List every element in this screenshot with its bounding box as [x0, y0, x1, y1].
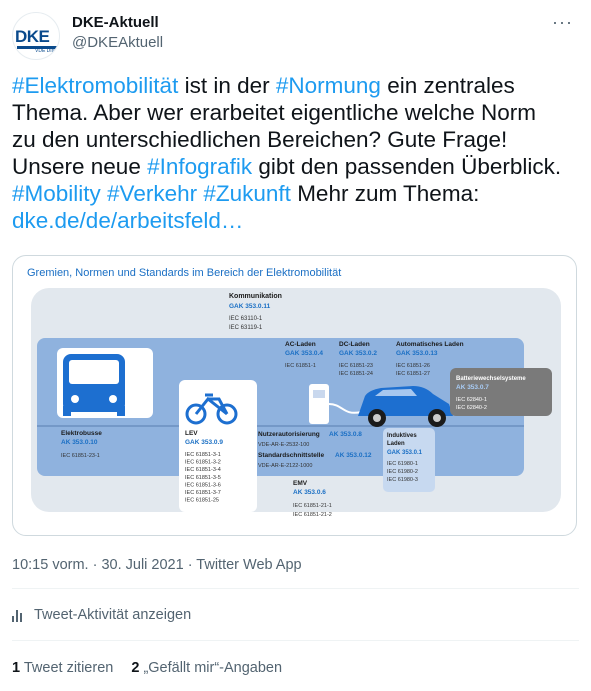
infographic-title: Gremien, Normen und Standards im Bereich der Elektromobilität	[27, 267, 342, 279]
lev-standards-list	[185, 452, 221, 504]
tweet-text-segment: ein zentrales	[380, 73, 515, 98]
batterie-gak: AK 353.0.7	[456, 384, 489, 391]
standard-item: IEC 61851-3-2	[185, 459, 221, 466]
bar-chart-icon	[12, 608, 26, 622]
tweet-text	[12, 72, 582, 234]
induktiv-standards-list	[387, 461, 418, 483]
tweet-text-segment: gibt den passenden Überblick.	[252, 154, 562, 179]
standard-item: IEC 61851-25	[185, 497, 219, 504]
tweet-text-line: Thema. Aber wer erarbeitet eigentliche welche Norm	[12, 100, 536, 125]
bus-title: Elektrobusse	[61, 430, 102, 437]
dc-gak: GAK 353.0.2	[339, 350, 377, 357]
likes-stat[interactable]	[131, 660, 282, 676]
schnitt-std1: VDE-AR-E-2122-1000	[258, 463, 313, 469]
tweet-media-infographic[interactable]	[12, 255, 577, 536]
nutzer-std1: VDE-AR-E-2532-100	[258, 442, 310, 448]
bus-icon	[63, 354, 125, 416]
standard-item: IEC 61851-3-4	[185, 467, 221, 474]
tweet-text-segment: Mehr zum Thema:	[290, 181, 480, 206]
divider	[12, 640, 579, 641]
auto-title: Automatisches Laden	[396, 341, 464, 348]
standard-item: IEC 61851-3-5	[185, 474, 221, 481]
nutzer-gak: AK 353.0.8	[329, 431, 362, 438]
tweet-header	[12, 10, 579, 58]
hashtag-elektromobilitaet[interactable]: #Elektromobilität	[12, 73, 179, 98]
kommunikation-title: Kommunikation	[229, 293, 282, 300]
induktiv-gak: GAK 353.0.1	[387, 450, 423, 456]
tweet-timestamp[interactable]: 10:15 vorm. · 30. Juli 2021 · Twitter Web App	[12, 557, 302, 573]
hashtag-zukunft[interactable]: #Zukunft	[203, 181, 291, 206]
kommunikation-gak: GAK 353.0.11	[229, 303, 271, 310]
tweet-text-segment: Unsere neue	[12, 154, 148, 179]
likes-label: „Gefällt mir“-Angaben	[143, 660, 283, 676]
bus-std1: IEC 61851-23-1	[61, 453, 100, 459]
tweet-stats	[12, 660, 282, 676]
tweet-url-link[interactable]: dke.de/de/arbeitsfeld…	[12, 208, 244, 233]
hashtag-verkehr[interactable]: #Verkehr	[107, 181, 198, 206]
tweet-text-segment: ist in der	[178, 73, 276, 98]
batterie-std2: IEC 62840-2	[456, 405, 487, 411]
more-dots-icon[interactable]: ···	[552, 12, 573, 32]
avatar-logo-subtext: VDE DIN	[35, 48, 56, 54]
ac-gak: GAK 353.0.4	[285, 350, 323, 357]
hashtag-mobility[interactable]: #Mobility	[12, 181, 101, 206]
emv-gak: AK 353.0.6	[293, 489, 326, 496]
batterie-title: Batteriewechselsysteme	[456, 376, 526, 382]
dc-std1: IEC 61851-23	[339, 363, 373, 369]
auto-std1: IEC 61851-26	[396, 363, 430, 369]
quote-tweets-label: Tweet zitieren	[23, 660, 114, 676]
dc-std2: IEC 61851-24	[339, 371, 373, 377]
dc-title: DC-Laden	[339, 341, 370, 348]
auto-gak: GAK 353.0.13	[396, 350, 438, 357]
ac-title: AC-Laden	[285, 341, 316, 348]
auto-std2: IEC 61851-27	[396, 371, 430, 377]
tweet-activity-label: Tweet-Aktivität anzeigen	[34, 607, 192, 623]
induktiv-title1: Induktives	[387, 433, 417, 439]
account-handle[interactable]: @DKEAktuell	[72, 34, 164, 51]
standard-item: IEC 61980-3	[387, 477, 418, 483]
hashtag-normung[interactable]: #Normung	[275, 73, 381, 98]
standard-item: IEC 61980-1	[387, 461, 418, 467]
tweet-activity-link[interactable]	[12, 607, 191, 623]
batterie-std1: IEC 62840-1	[456, 397, 487, 403]
lev-gak: GAK 353.0.9	[185, 439, 223, 446]
quote-tweets-stat[interactable]	[12, 660, 113, 676]
emv-std1: IEC 61851-21-1	[293, 503, 332, 509]
standard-item: IEC 61851-3-7	[185, 490, 221, 496]
quote-tweets-count: 1	[12, 660, 21, 676]
lev-title: LEV	[185, 430, 198, 437]
ac-std1: IEC 61851-1	[285, 363, 316, 369]
induktiv-title2: Laden	[387, 441, 405, 447]
nutzer-title: Nutzerautorisierung	[258, 431, 320, 438]
emv-title: EMV	[293, 480, 308, 487]
kommunikation-std2: IEC 63119-1	[229, 325, 263, 331]
schnitt-title: Standardschnittstelle	[258, 452, 325, 459]
account-name[interactable]: DKE-Aktuell	[72, 14, 159, 31]
bus-gak: AK 353.0.10	[61, 439, 98, 446]
schnitt-gak: AK 353.0.12	[335, 452, 372, 459]
avatar-logo-text: DKE	[15, 27, 50, 46]
hashtag-infografik[interactable]: #Infografik	[147, 154, 253, 179]
likes-count: 2	[131, 660, 140, 676]
standard-item: IEC 61980-2	[387, 469, 418, 475]
emv-std2: IEC 61851-21-2	[293, 512, 332, 518]
standard-item: IEC 61851-3-6	[185, 482, 221, 489]
divider	[12, 588, 579, 589]
standard-item: IEC 61851-3-1	[185, 452, 221, 458]
avatar[interactable]	[12, 12, 60, 60]
kommunikation-std1: IEC 63110-1	[229, 316, 263, 322]
tweet-text-line: zu den unterschiedlichen Bereichen? Gute Frage!	[12, 127, 508, 152]
